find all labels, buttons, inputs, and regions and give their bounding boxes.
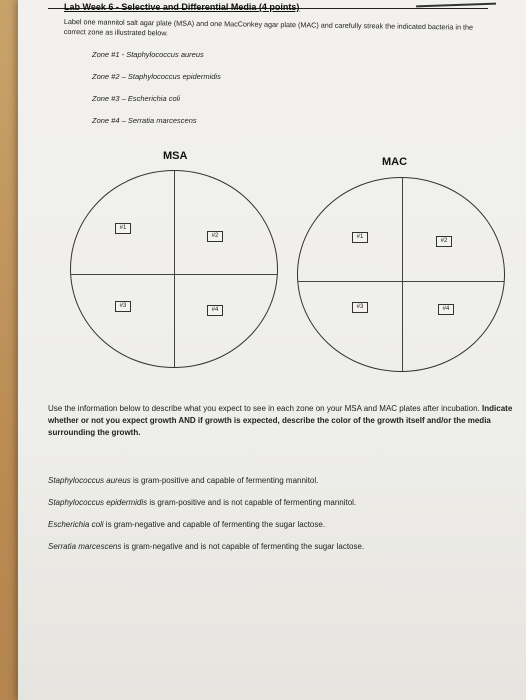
zone-separator: - [119, 50, 127, 59]
zone-tag-1: #1 [352, 232, 368, 243]
zone-tag-2: #2 [436, 236, 452, 247]
fact-item [48, 540, 364, 562]
fact-text: is gram-negative and is not capable of fermenting the sugar lactose. [121, 542, 365, 551]
facts-list [48, 474, 364, 562]
zone-item [92, 70, 221, 92]
zone-tag-4: #4 [438, 304, 454, 315]
mac-plate [297, 177, 505, 372]
instructions: Label one mannitol salt agar plate (MSA) and one MacConkey agar plate (MAC) and carefully streak the indicated bacteria in the correct zone as illustrated below. [63, 17, 474, 38]
zone-tag-1: #1 [115, 223, 131, 234]
fact-organism: Serratia marcescens [48, 542, 122, 551]
fact-text: is gram-positive and is not capable of fermenting mannitol. [147, 498, 357, 507]
zone-tag-3: #3 [352, 302, 368, 313]
zone-label: Zone #3 [92, 94, 120, 103]
fact-organism: Escherichia coli [48, 520, 104, 529]
question-intro: Use the information below to describe what you expect to see in each zone on your MSA and MAC plates after incubation. [48, 404, 480, 413]
fact-text: is gram-positive and capable of fermenting mannitol. [130, 476, 319, 485]
zone-tag-4: #4 [207, 305, 223, 316]
zone-label: Zone #1 [92, 50, 120, 59]
msa-plate [70, 170, 278, 368]
zone-organism: Escherichia coli [127, 94, 180, 103]
question-text [48, 403, 518, 439]
zone-separator: – [119, 116, 128, 125]
question-bold: Indicate whether or not you expect growth AND if growth is expected, describe the color of the growth itself and/or the media surrounding the growth. [48, 404, 513, 437]
mac-plate-label: MAC [382, 156, 408, 168]
msa-plate-label: MSA [163, 150, 188, 162]
zone-organism: Staphylococcus epidermidis [127, 72, 221, 81]
zone-label: Zone #2 [92, 72, 120, 81]
zone-separator: – [119, 72, 128, 81]
zone-organism: Staphylococcus aureus [126, 50, 204, 59]
fact-organism: Staphylococcus aureus [48, 476, 131, 485]
plate-divider-vertical [174, 171, 175, 367]
zone-tag-2: #2 [207, 231, 223, 242]
zone-separator: – [119, 94, 128, 103]
page-title: Lab Week 6 - Selective and Differential Media (4 points) [64, 2, 300, 12]
fact-organism: Staphylococcus epidermidis [48, 498, 148, 507]
fact-text: is gram-negative and capable of fermenting the sugar lactose. [103, 520, 326, 529]
fact-item [48, 518, 364, 540]
zone-organism: Serratia marcescens [127, 116, 197, 125]
zone-tag-3: #3 [115, 301, 131, 312]
plate-divider-vertical [402, 178, 403, 371]
fact-item [48, 496, 364, 518]
fact-item [48, 474, 364, 496]
zone-item [92, 48, 221, 70]
zone-list [92, 48, 221, 136]
plate-divider-horizontal [71, 274, 277, 275]
zone-item [92, 114, 221, 136]
zone-item [92, 92, 221, 114]
zone-label: Zone #4 [92, 116, 120, 125]
plate-divider-horizontal [298, 281, 504, 282]
pen-scribble [416, 0, 496, 7]
